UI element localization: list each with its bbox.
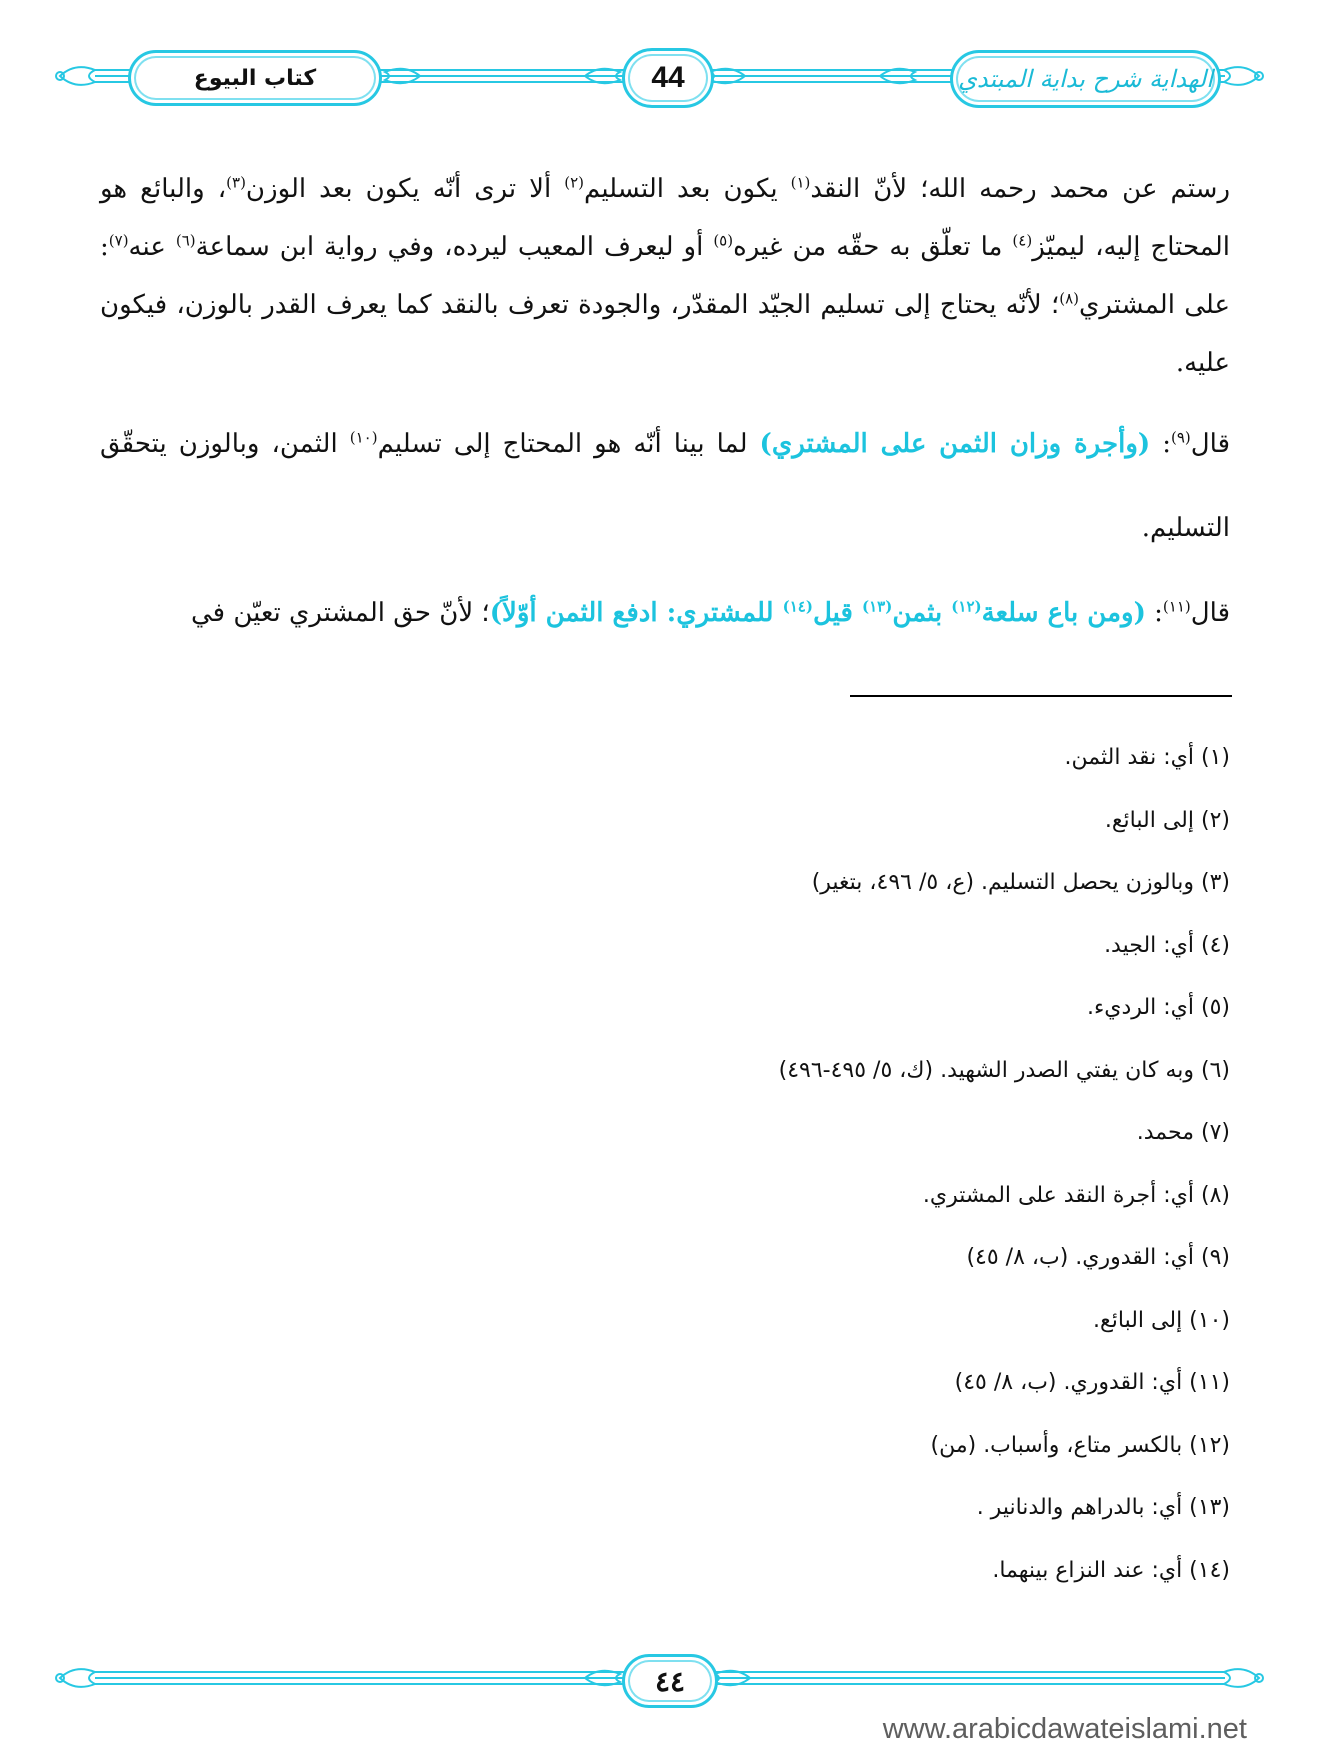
- text-run: قال: [1190, 598, 1230, 628]
- text-run: عنه: [128, 232, 176, 262]
- footnote-ref: (١١): [1162, 597, 1191, 616]
- footnote: (١١) أي: القدوري. (ب، ٨/ ٤٥): [954, 1370, 1230, 1395]
- matn-quote: (ومن باع سلعة: [981, 598, 1146, 628]
- text-run: لما بينا أنّه هو المحتاج إلى تسليم: [377, 429, 760, 459]
- footnote: (١) أي: نقد الثمن.: [1064, 745, 1230, 770]
- matn-quote: بثمن: [892, 598, 952, 628]
- text-run: يكون بعد التسليم: [584, 174, 791, 204]
- text-run: :: [1150, 429, 1171, 459]
- footnote-ref: (٤): [1012, 231, 1033, 250]
- main-text: [100, 160, 1230, 642]
- matn-quote: قيل: [812, 598, 862, 628]
- footnote-ref: (١٤): [782, 597, 813, 616]
- paragraph-3: [100, 584, 1230, 642]
- footnote: (١٣) أي: بالدراهم والدنانير .: [976, 1495, 1230, 1520]
- paragraph-1: [100, 160, 1230, 392]
- text-run: ما تعلّق به حقّه من غيره: [733, 232, 1013, 262]
- footnote-ref: (١): [790, 173, 811, 192]
- footnote-ref: (٢): [564, 173, 585, 192]
- footnote-ref: (١٣): [861, 597, 893, 616]
- footnote-ref: (٧): [108, 231, 129, 250]
- page-header: [0, 40, 1319, 120]
- text-run: قال: [1190, 429, 1231, 459]
- footnote: (١٠) إلى البائع.: [1093, 1307, 1230, 1333]
- section-title: كتاب البيوع: [193, 65, 317, 91]
- footer-page-pill: [622, 1654, 718, 1708]
- footnote: (٦) وبه كان يفتي الصدر الشهيد. (ك، ٥/ ٤٩٥-٤٩٦): [778, 1057, 1230, 1083]
- book-title: الهداية شرح بداية المبتدي: [958, 65, 1213, 93]
- footnote: (٤) أي: الجيد.: [1104, 932, 1230, 958]
- footnote: (٧) محمد.: [1136, 1120, 1230, 1145]
- website-url[interactable]: www.arabicdawateislami.net: [882, 1713, 1247, 1745]
- footer-page-number: ٤٤: [654, 1664, 686, 1698]
- paragraph-2: [100, 402, 1230, 570]
- footnote: (٥) أي: الرديء.: [1086, 995, 1230, 1020]
- footnote: (٨) أي: أجرة النقد على المشتري.: [922, 1182, 1230, 1208]
- matn-quote: (وأجرة وزان الثمن على المشتري): [759, 429, 1151, 459]
- text-run: أو ليعرف المعيب ليرده، وفي رواية ابن سماعة: [195, 232, 714, 262]
- footnote-ref: (١٠): [349, 428, 378, 447]
- text-run: الثمن، وبالوزن يتحقّق التسليم.: [100, 429, 1230, 543]
- footnote: (١٢) بالكسر متاع، وأسباب. (من): [930, 1432, 1230, 1458]
- book-title-pill: [950, 50, 1221, 108]
- page-number: 44: [651, 61, 685, 94]
- footnote-ref: (٨): [1059, 289, 1080, 308]
- footnote-ref: (١٢): [951, 597, 982, 616]
- footnote: (٣) وبالوزن يحصل التسليم. (ع، ٥/ ٤٩٦، بتغير): [811, 870, 1230, 895]
- footnote: (٢) إلى البائع.: [1104, 807, 1230, 833]
- text-run: ؛ لأنّ حق المشتري تعيّن في: [191, 598, 490, 628]
- section-title-pill: [128, 50, 382, 106]
- footnote-ref: (٩): [1170, 428, 1191, 447]
- footnote: (١٤) أي: عند النزاع بينهما.: [992, 1557, 1230, 1583]
- matn-quote: للمشتري: ادفع الثمن أوّلاً): [489, 598, 783, 628]
- text-run: ألا ترى أنّه يكون بعد الوزن: [245, 174, 565, 204]
- footnote-separator: [850, 695, 1232, 697]
- footnote-ref: (٦): [175, 231, 196, 250]
- page-footer: [0, 1650, 1319, 1710]
- text-run: رستم عن محمد رحمه الله؛ لأنّ النقد: [810, 174, 1231, 204]
- footnote: (٩) أي: القدوري. (ب، ٨/ ٤٥): [966, 1245, 1230, 1270]
- text-run: : على المشتري: [100, 232, 1230, 320]
- text-run: ، والبائع هو المحتاج إليه، ليميّز: [100, 174, 1230, 262]
- footnotes-list: [100, 727, 1230, 1602]
- text-run: ؛ لأنّه يحتاج إلى تسليم الجيّد المقدّر، والجودة تعرف بالنقد كما يعرف القدر بالوزن، فيكون عليه.: [100, 290, 1230, 378]
- footnote-ref: (٥): [713, 231, 734, 250]
- page-number-pill: [622, 48, 714, 108]
- text-run: :: [1145, 598, 1163, 628]
- footnote-ref: (٣): [226, 173, 246, 192]
